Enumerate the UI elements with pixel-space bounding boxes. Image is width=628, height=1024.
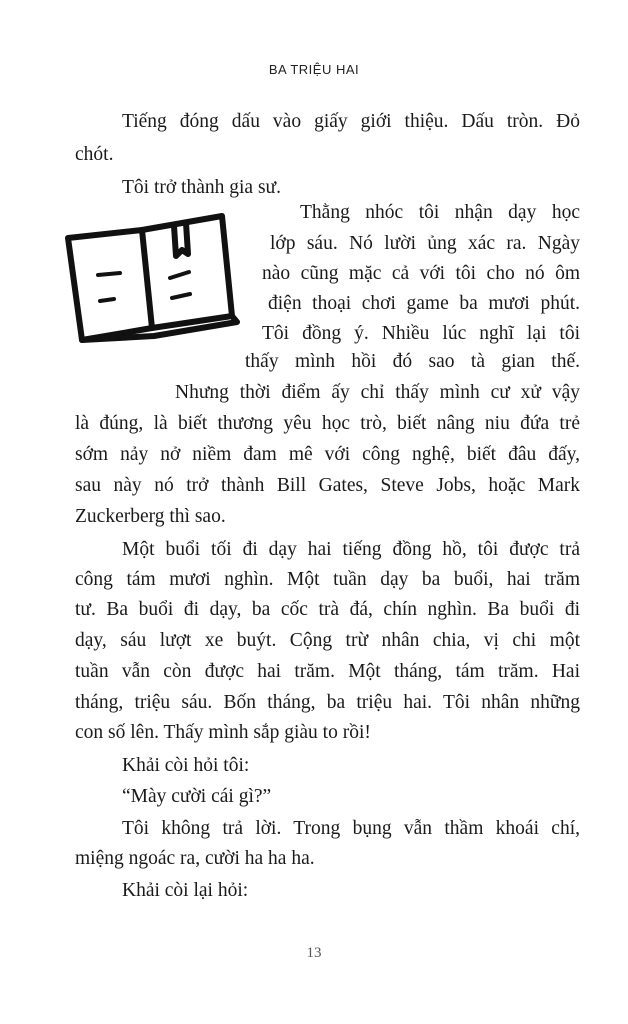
text-line: nào cũng mặc cả với tôi cho nó ôm bbox=[262, 263, 580, 284]
text-line: lớp sáu. Nó lười ủng xác ra. Ngày bbox=[270, 233, 580, 254]
text-line: Một buổi tối đi dạy hai tiếng đồng hồ, tôi được trả bbox=[122, 539, 580, 560]
text-line: Tôi đồng ý. Nhiều lúc nghĩ lại tôi bbox=[262, 323, 580, 344]
text-line: Zuckerberg thì sao. bbox=[75, 506, 226, 527]
text-line: Tiếng đóng dấu vào giấy giới thiệu. Dấu tròn. Đỏ bbox=[122, 111, 580, 132]
text-line: công tám mươi nghìn. Một tuần dạy ba buổi, hai trăm bbox=[75, 569, 580, 590]
text-line: Nhưng thời điểm ấy chỉ thấy mình cư xử vậy bbox=[175, 382, 580, 403]
running-header: BA TRIỆU HAI bbox=[268, 62, 360, 77]
text-line: sau này nó trở thành Bill Gates, Steve Jobs, hoặc Mark bbox=[75, 475, 580, 496]
text-line: sớm nảy nở niềm đam mê với công nghệ, biết đâu đấy, bbox=[75, 444, 580, 465]
text-line: chót. bbox=[75, 144, 114, 165]
text-line: Thằng nhóc tôi nhận dạy học bbox=[300, 202, 580, 223]
text-line: tháng, triệu sáu. Bốn tháng, ba triệu hai. Tôi nhân những bbox=[75, 692, 580, 713]
text-line: Khải còi hỏi tôi: bbox=[122, 755, 250, 776]
page-number: 13 bbox=[306, 945, 322, 961]
text-line: miệng ngoác ra, cười ha ha ha. bbox=[75, 848, 315, 869]
text-line: Khải còi lại hỏi: bbox=[122, 880, 249, 901]
text-line: “Mày cười cái gì?” bbox=[122, 786, 272, 807]
text-line: tuần vẫn còn được hai trăm. Một tháng, tám trăm. Hai bbox=[75, 661, 580, 682]
open-book-illustration bbox=[62, 208, 247, 348]
text-line: Tôi không trả lời. Trong bụng vẫn thầm khoái chí, bbox=[122, 818, 580, 839]
text-line: thấy mình hồi đó sao tà gian thế. bbox=[245, 351, 580, 372]
text-line: con số lên. Thấy mình sắp giàu to rồi! bbox=[75, 722, 371, 743]
text-line: là đúng, là biết thương yêu học trò, biết nâng niu đứa trẻ bbox=[75, 413, 580, 434]
text-line: điện thoại chơi game ba mươi phút. bbox=[268, 293, 580, 314]
text-line: tư. Ba buổi đi dạy, ba cốc trà đá, chín nghìn. Ba buổi đi bbox=[75, 599, 580, 620]
text-line: Tôi trở thành gia sư. bbox=[122, 177, 281, 198]
text-line: dạy, sáu lượt xe buýt. Cộng trừ nhân chia, vị chi một bbox=[75, 630, 580, 651]
